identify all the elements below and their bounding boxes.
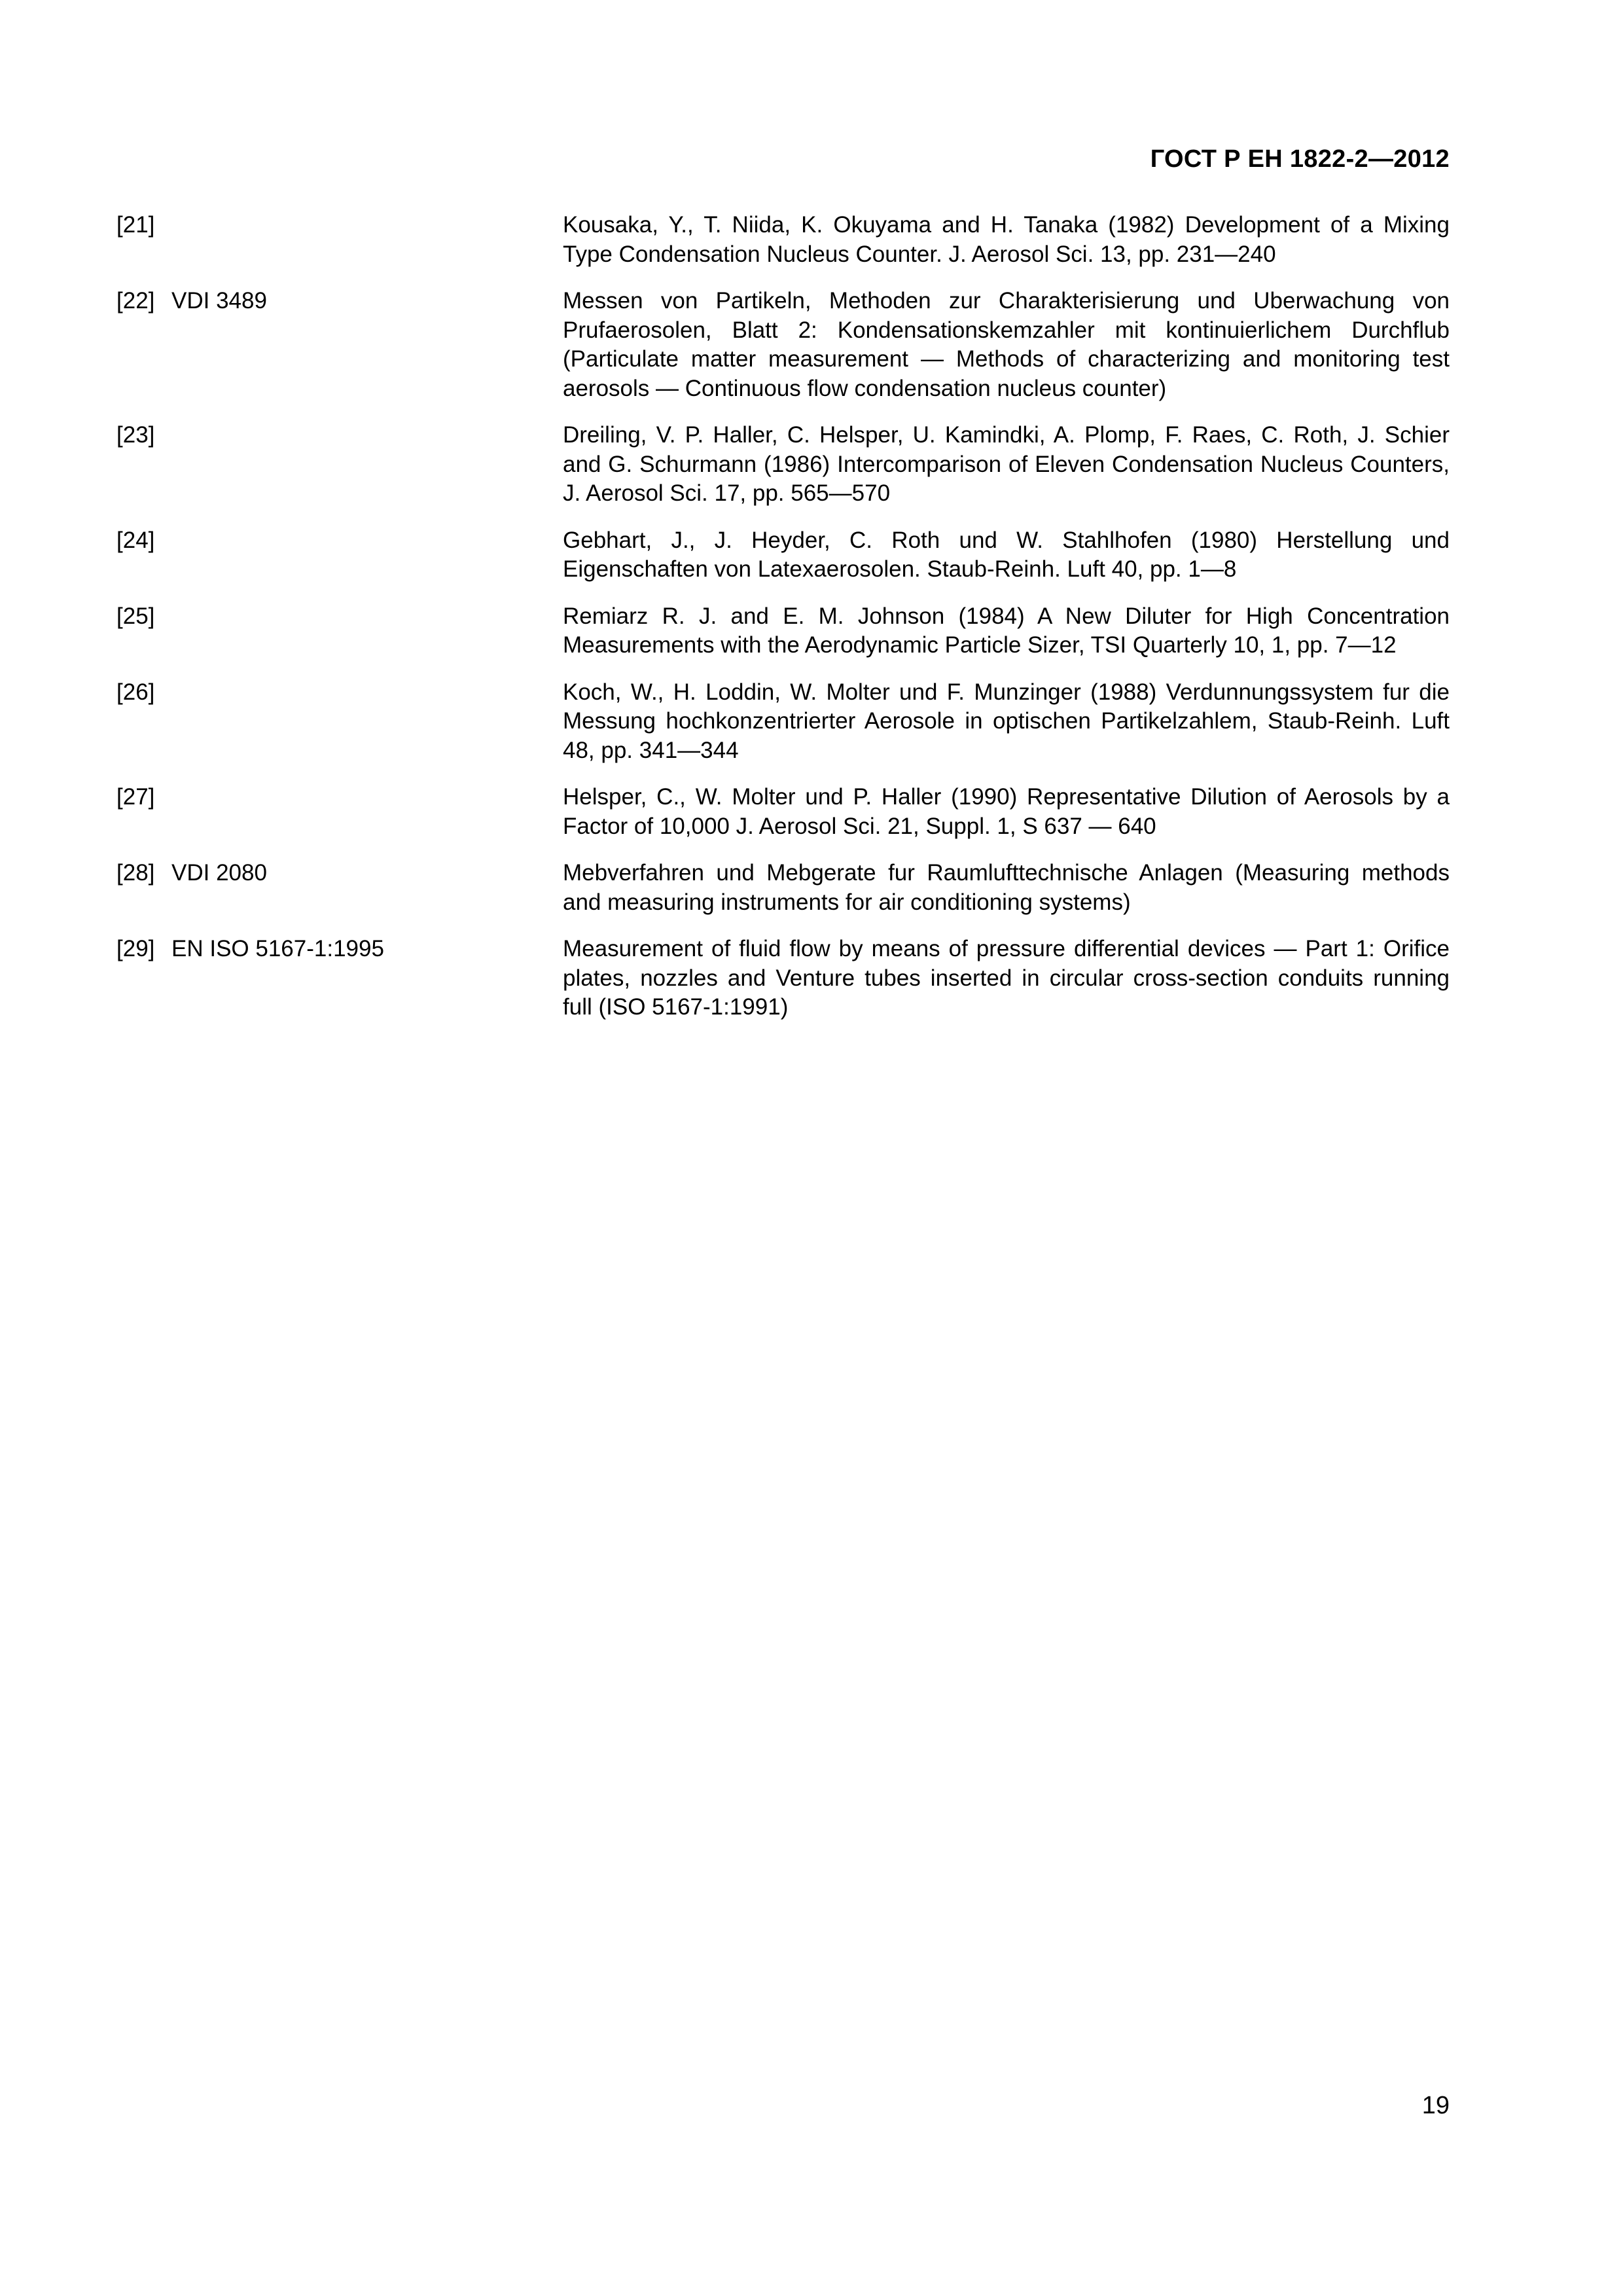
reference-number: [27] — [116, 784, 155, 810]
reference-number: [23] — [116, 422, 155, 448]
reference-entry-25 — [116, 602, 1450, 660]
reference-label — [116, 421, 563, 509]
reference-label — [116, 678, 563, 766]
reference-text: Remiarz R. J. and E. M. Johnson (1984) A New Diluter for High Concentration Measurements with the Aerodynamic Particle Sizer, TSI Quarterly 10, 1, pp. 7—12 — [563, 603, 1450, 658]
reference-label — [116, 526, 563, 584]
reference-label — [116, 211, 563, 269]
reference-entry-26 — [116, 678, 1450, 766]
reference-number: [29] — [116, 936, 155, 961]
reference-label — [116, 602, 563, 660]
reference-label — [116, 859, 563, 917]
reference-entry-21 — [116, 211, 1450, 269]
document-header: ГОСТ Р ЕН 1822-2—2012 — [1150, 145, 1450, 173]
reference-number: [22] — [116, 288, 155, 314]
reference-label — [116, 935, 563, 1022]
page-number: 19 — [1421, 2092, 1450, 2119]
reference-text: Kousaka, Y., T. Niida, K. Okuyama and H. Tanaka (1982) Development of a Mixing Type Condensation Nucleus Counter. J. Aerosol Sci. 13, pp. 231—240 — [563, 212, 1450, 267]
reference-number: [28] — [116, 860, 155, 886]
reference-entry-22 — [116, 287, 1450, 403]
reference-text: Koch, W., H. Loddin, W. Molter und F. Munzinger (1988) Verdunnungssystem fur die Messung hochkonzentrierter Aerosole in optischen Partikelzahlem, Staub-Reinh. Luft 48, pp. 341—344 — [563, 679, 1450, 763]
bibliography-list — [116, 211, 1450, 1040]
reference-label — [116, 783, 563, 841]
reference-number: [24] — [116, 527, 155, 553]
reference-text: Messen von Partikeln, Methoden zur Charakterisierung und Uberwachung von Prufaerosolen, Blatt 2: Kondensationskemzahler mit kontinuierlichem Durchflub (Particulate matter measurement — Methods of characterizing and monitoring test aerosols — Continuous flow condensation nucleus counter) — [563, 288, 1450, 401]
reference-entry-28 — [116, 859, 1450, 917]
reference-number: [21] — [116, 212, 155, 238]
reference-text: Dreiling, V. P. Haller, C. Helsper, U. Kamindki, A. Plomp, F. Raes, C. Roth, J. Schier and G. Schurmann (1986) Intercomparison of Eleven Condensation Nucleus Counters, J. Aerosol Sci. 17, pp. 565—570 — [563, 422, 1450, 506]
reference-entry-27 — [116, 783, 1450, 841]
reference-entry-29 — [116, 935, 1450, 1022]
reference-text: Helsper, C., W. Molter und P. Haller (1990) Representative Dilution of Aerosols by a Factor of 10,000 J. Aerosol Sci. 21, Suppl. 1, S 637 — 640 — [563, 784, 1450, 839]
reference-code: VDI 3489 — [171, 288, 267, 314]
reference-number: [25] — [116, 603, 155, 629]
reference-text: Measurement of fluid flow by means of pressure differential devices — Part 1: Orifice plates, nozzles and Venture tubes inserted in circular cross-section conduits running full (ISO 5167-1:1991) — [563, 936, 1450, 1020]
reference-entry-24 — [116, 526, 1450, 584]
reference-text: Mebverfahren und Mebgerate fur Raumlufttechnische Anlagen (Measuring methods and measuring instruments for air conditioning systems) — [563, 860, 1450, 915]
reference-label — [116, 287, 563, 403]
reference-code: EN ISO 5167-1:1995 — [171, 936, 384, 961]
reference-number: [26] — [116, 679, 155, 705]
reference-text: Gebhart, J., J. Heyder, C. Roth und W. Stahlhofen (1980) Herstellung und Eigenschaften von Latexaerosolen. Staub-Reinh. Luft 40, pp. 1—8 — [563, 527, 1450, 582]
reference-code: VDI 2080 — [171, 860, 267, 886]
reference-entry-23 — [116, 421, 1450, 509]
